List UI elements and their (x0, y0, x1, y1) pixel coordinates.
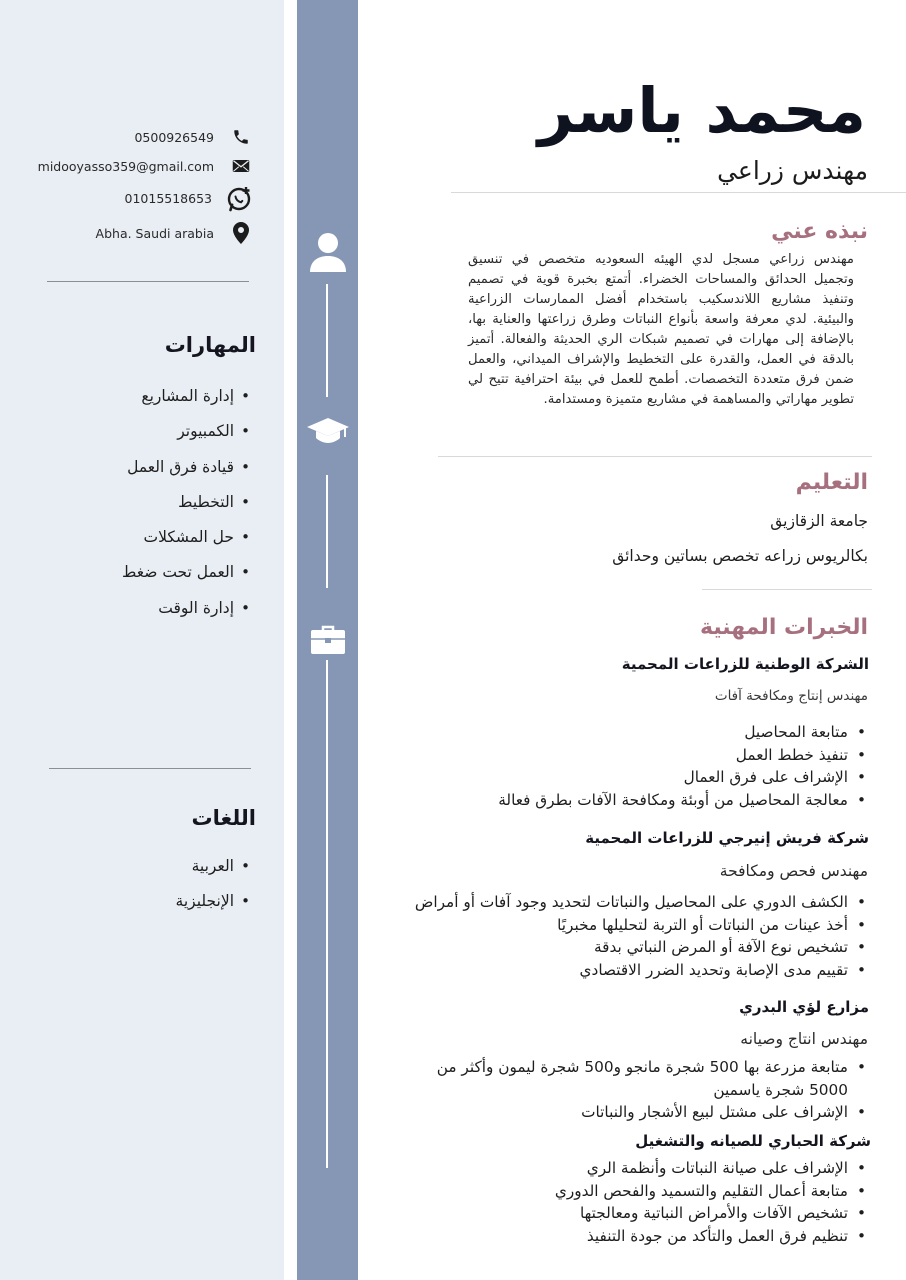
contact-location-row (96, 220, 254, 246)
timeline-line (326, 284, 328, 397)
skills-list (122, 387, 250, 634)
about-text: مهندس زراعي مسجل لدي الهيئه السعوديه متخصص في تنسيق وتجميل الحدائق والمساحات الخضراء. أتمتع بخبرة قوية في تصميم وتنفيذ مشاريع اللاندسكيب باستخدام أفضل الممارسات الزراعية والبيئية. لدي معرفة واسعة بأنواع النباتات وطرق زراعتها والعناية بها، بالإضافة إلى مهارات في تصميم شبكات الري الحديثة والفعالة. أتميز بالدقة في العمل، والقدرة على التخطيط والإشراف الميداني، والعمل ضمن فرق متعددة التخصصات. أطمح للعمل في بيئة احترافية تتيح لي تطوير مهاراتي والمساهمة في مشاريع متميزة ومستدامة. (468, 252, 854, 407)
section-divider (702, 589, 872, 590)
job-duty: • تنظيم فرق العمل والتأكد من جودة التنفيذ (555, 1225, 866, 1248)
job-company: الشركة الوطنية للزراعات المحمية (621, 655, 869, 673)
job-role: مهندس إنتاج ومكافحة آفات (714, 688, 868, 704)
education-degree: بكالريوس زراعه تخصص بساتين وحدائق (612, 547, 868, 565)
contact-phone-row (134, 124, 254, 150)
skill-item: • العمل تحت ضغط (122, 563, 250, 598)
job-role: مهندس انتاج وصيانه (740, 1030, 868, 1048)
contact-phone[interactable]: 0500926549 (134, 129, 214, 145)
languages-list (176, 857, 250, 927)
skills-title: المهارات (164, 333, 256, 357)
job-company: شركة فريش إنيرجي للزراعات المحمية (585, 829, 869, 847)
sidebar (0, 0, 284, 1280)
contact-email-row (38, 153, 254, 179)
sidebar-divider (47, 281, 249, 282)
job-duty: • تنفيذ خطط العمل (498, 744, 866, 767)
envelope-icon (228, 153, 254, 179)
whatsapp-icon (226, 184, 254, 212)
job-duties (555, 1157, 866, 1247)
graduation-cap-icon (297, 418, 358, 444)
skill-item: • حل المشكلات (122, 528, 250, 563)
education-title: التعليم (795, 470, 868, 495)
timeline-line (326, 475, 328, 588)
location-pin-icon (228, 220, 254, 246)
job-duty: • متابعة أعمال التقليم والتسميد والفحص الدوري (555, 1180, 866, 1203)
job-duties (498, 721, 866, 811)
job-title: مهندس زراعي (717, 156, 868, 185)
language-item: • العربية (176, 857, 250, 892)
job-role: مهندس فحص ومكافحة (719, 862, 868, 880)
job-company: شركة الحباري للصيانه والتشغيل (635, 1132, 871, 1150)
contact-location: Abha. Saudi arabia (95, 225, 214, 241)
contact-email[interactable]: midooyasso359@gmail.com (37, 158, 214, 174)
header-divider (451, 192, 906, 193)
contact-whatsapp[interactable]: 01015518653 (124, 190, 212, 206)
job-duty: • الإشراف على فرق العمال (498, 766, 866, 789)
skill-item: • قيادة فرق العمل (122, 458, 250, 493)
contact-whatsapp-row (125, 184, 254, 212)
job-duty: • الإشراف على صيانة النباتات وأنظمة الري (555, 1157, 866, 1180)
about-title: نبذه عني (771, 219, 868, 244)
language-item: • الإنجليزية (176, 892, 250, 927)
languages-title: اللغات (191, 806, 256, 830)
job-duty: • أخذ عينات من النباتات أو التربة لتحليلها مخبريًا (415, 914, 866, 937)
job-company: مزارع لؤي البدري (739, 998, 869, 1016)
job-duty: • الكشف الدوري على المحاصيل والنباتات لتحديد وجود آفات أو أمراض (415, 891, 866, 914)
main-content (358, 0, 906, 1280)
job-duty: • تقييم مدى الإصابة وتحديد الضرر الاقتصادي (415, 959, 866, 982)
job-duty: • تشخيص نوع الآفة أو المرض النباتي بدقة (415, 936, 866, 959)
briefcase-icon (297, 624, 358, 654)
job-duties (408, 1056, 866, 1124)
timeline-band (297, 0, 358, 1280)
timeline-line (326, 660, 328, 1168)
person-icon (297, 232, 358, 272)
experience-title: الخبرات المهنية (699, 615, 868, 640)
job-duty: • تشخيص الآفات والأمراض النباتية ومعالجتها (555, 1202, 866, 1225)
job-duty: • معالجة المحاصيل من أوبئة ومكافحة الآفات بطرق فعالة (498, 789, 866, 812)
section-divider (438, 456, 872, 457)
skill-item: • إدارة المشاريع (122, 387, 250, 422)
job-duty: • الإشراف على مشتل لبيع الأشجار والنباتات (408, 1101, 866, 1124)
skill-item: • الكمبيوتر (122, 422, 250, 457)
sidebar-divider (49, 768, 251, 769)
job-duties (415, 891, 866, 981)
full-name: محمد ياسر (537, 74, 866, 147)
skill-item: • إدارة الوقت (122, 599, 250, 634)
job-duty: • متابعة مزرعة بها 500 شجرة مانجو و500 شجرة ليمون وأكثر من 5000 شجرة ياسمين (408, 1056, 866, 1101)
education-university: جامعة الزقازيق (770, 512, 868, 530)
job-duty: • متابعة المحاصيل (498, 721, 866, 744)
skill-item: • التخطيط (122, 493, 250, 528)
phone-icon (228, 124, 254, 150)
